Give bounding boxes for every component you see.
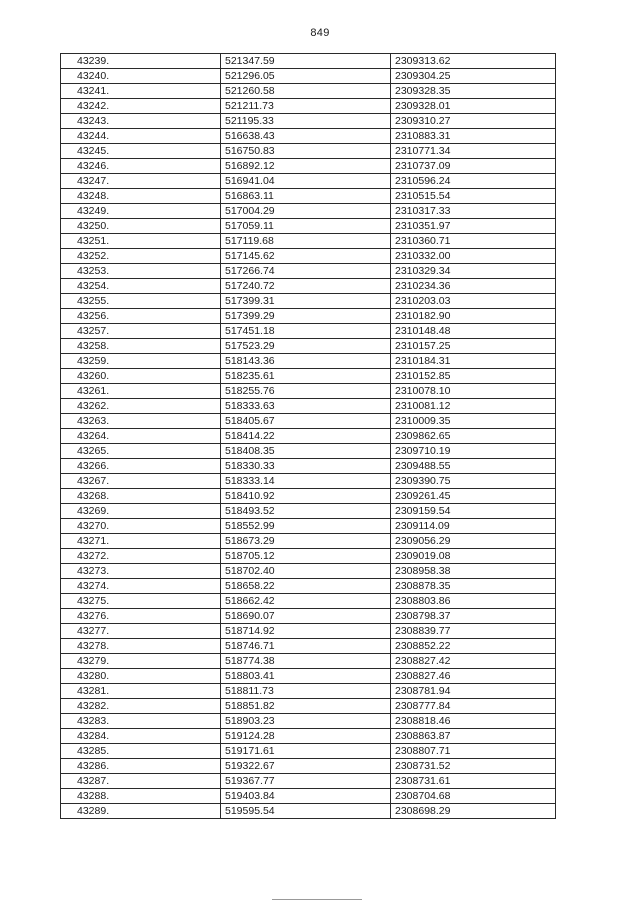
table-row bbox=[61, 369, 556, 384]
x-coordinate-cell: 516892.12 bbox=[221, 159, 391, 174]
x-coordinate-cell: 519124.28 bbox=[221, 729, 391, 744]
table-row bbox=[61, 234, 556, 249]
table-row bbox=[61, 579, 556, 594]
point-number-cell: 43244. bbox=[61, 129, 221, 144]
point-number-cell: 43280. bbox=[61, 669, 221, 684]
x-coordinate-cell: 518714.92 bbox=[221, 624, 391, 639]
y-coordinate-cell: 2308781.94 bbox=[391, 684, 556, 699]
point-number-cell: 43261. bbox=[61, 384, 221, 399]
y-coordinate-cell: 2308827.42 bbox=[391, 654, 556, 669]
point-number-cell: 43289. bbox=[61, 804, 221, 819]
x-coordinate-cell: 518746.71 bbox=[221, 639, 391, 654]
point-number-cell: 43273. bbox=[61, 564, 221, 579]
x-coordinate-cell: 516863.11 bbox=[221, 189, 391, 204]
y-coordinate-cell: 2309261.45 bbox=[391, 489, 556, 504]
table-row bbox=[61, 174, 556, 189]
x-coordinate-cell: 519403.84 bbox=[221, 789, 391, 804]
y-coordinate-cell: 2310737.09 bbox=[391, 159, 556, 174]
x-coordinate-cell: 517399.31 bbox=[221, 294, 391, 309]
point-number-cell: 43277. bbox=[61, 624, 221, 639]
y-coordinate-cell: 2309304.25 bbox=[391, 69, 556, 84]
x-coordinate-cell: 518414.22 bbox=[221, 429, 391, 444]
x-coordinate-cell: 518408.35 bbox=[221, 444, 391, 459]
table-row bbox=[61, 564, 556, 579]
point-number-cell: 43250. bbox=[61, 219, 221, 234]
table-row bbox=[61, 249, 556, 264]
point-number-cell: 43251. bbox=[61, 234, 221, 249]
y-coordinate-cell: 2310883.31 bbox=[391, 129, 556, 144]
x-coordinate-cell: 521211.73 bbox=[221, 99, 391, 114]
table-row bbox=[61, 189, 556, 204]
x-coordinate-cell: 517266.74 bbox=[221, 264, 391, 279]
table-row bbox=[61, 279, 556, 294]
table-row bbox=[61, 699, 556, 714]
point-number-cell: 43283. bbox=[61, 714, 221, 729]
table-row bbox=[61, 609, 556, 624]
point-number-cell: 43285. bbox=[61, 744, 221, 759]
y-coordinate-cell: 2308807.71 bbox=[391, 744, 556, 759]
x-coordinate-cell: 518705.12 bbox=[221, 549, 391, 564]
table-row bbox=[61, 99, 556, 114]
table-row bbox=[61, 519, 556, 534]
point-number-cell: 43276. bbox=[61, 609, 221, 624]
y-coordinate-cell: 2308818.46 bbox=[391, 714, 556, 729]
table-row bbox=[61, 759, 556, 774]
x-coordinate-cell: 518405.67 bbox=[221, 414, 391, 429]
table-body bbox=[61, 54, 556, 819]
y-coordinate-cell: 2308958.38 bbox=[391, 564, 556, 579]
y-coordinate-cell: 2310148.48 bbox=[391, 324, 556, 339]
point-number-cell: 43248. bbox=[61, 189, 221, 204]
x-coordinate-cell: 518662.42 bbox=[221, 594, 391, 609]
table-row bbox=[61, 159, 556, 174]
x-coordinate-cell: 518774.38 bbox=[221, 654, 391, 669]
point-number-cell: 43263. bbox=[61, 414, 221, 429]
table-row bbox=[61, 669, 556, 684]
point-number-cell: 43241. bbox=[61, 84, 221, 99]
y-coordinate-cell: 2308863.87 bbox=[391, 729, 556, 744]
x-coordinate-cell: 517119.68 bbox=[221, 234, 391, 249]
y-coordinate-cell: 2308798.37 bbox=[391, 609, 556, 624]
y-coordinate-cell: 2310203.03 bbox=[391, 294, 556, 309]
y-coordinate-cell: 2308698.29 bbox=[391, 804, 556, 819]
point-number-cell: 43242. bbox=[61, 99, 221, 114]
x-coordinate-cell: 518410.92 bbox=[221, 489, 391, 504]
table-row bbox=[61, 594, 556, 609]
point-number-cell: 43272. bbox=[61, 549, 221, 564]
x-coordinate-cell: 517399.29 bbox=[221, 309, 391, 324]
y-coordinate-cell: 2310078.10 bbox=[391, 384, 556, 399]
table-row bbox=[61, 219, 556, 234]
point-number-cell: 43284. bbox=[61, 729, 221, 744]
table-row bbox=[61, 204, 556, 219]
x-coordinate-cell: 518702.40 bbox=[221, 564, 391, 579]
point-number-cell: 43270. bbox=[61, 519, 221, 534]
point-number-cell: 43240. bbox=[61, 69, 221, 84]
x-coordinate-cell: 516941.04 bbox=[221, 174, 391, 189]
point-number-cell: 43275. bbox=[61, 594, 221, 609]
y-coordinate-cell: 2308852.22 bbox=[391, 639, 556, 654]
table-row bbox=[61, 804, 556, 819]
x-coordinate-cell: 521195.33 bbox=[221, 114, 391, 129]
table-row bbox=[61, 624, 556, 639]
y-coordinate-cell: 2309019.08 bbox=[391, 549, 556, 564]
table-row bbox=[61, 639, 556, 654]
x-coordinate-cell: 516750.83 bbox=[221, 144, 391, 159]
table-row bbox=[61, 129, 556, 144]
point-number-cell: 43269. bbox=[61, 504, 221, 519]
point-number-cell: 43282. bbox=[61, 699, 221, 714]
point-number-cell: 43243. bbox=[61, 114, 221, 129]
x-coordinate-cell: 518658.22 bbox=[221, 579, 391, 594]
y-coordinate-cell: 2310152.85 bbox=[391, 369, 556, 384]
x-coordinate-cell: 516638.43 bbox=[221, 129, 391, 144]
y-coordinate-cell: 2310596.24 bbox=[391, 174, 556, 189]
x-coordinate-cell: 518235.61 bbox=[221, 369, 391, 384]
y-coordinate-cell: 2310515.54 bbox=[391, 189, 556, 204]
table-row bbox=[61, 729, 556, 744]
table-row bbox=[61, 69, 556, 84]
point-number-cell: 43252. bbox=[61, 249, 221, 264]
table-row bbox=[61, 474, 556, 489]
point-number-cell: 43268. bbox=[61, 489, 221, 504]
x-coordinate-cell: 521347.59 bbox=[221, 54, 391, 69]
x-coordinate-cell: 517451.18 bbox=[221, 324, 391, 339]
point-number-cell: 43257. bbox=[61, 324, 221, 339]
y-coordinate-cell: 2310360.71 bbox=[391, 234, 556, 249]
x-coordinate-cell: 517523.29 bbox=[221, 339, 391, 354]
y-coordinate-cell: 2310317.33 bbox=[391, 204, 556, 219]
coordinate-table bbox=[60, 53, 556, 819]
table-row bbox=[61, 264, 556, 279]
point-number-cell: 43262. bbox=[61, 399, 221, 414]
y-coordinate-cell: 2309710.19 bbox=[391, 444, 556, 459]
table-row bbox=[61, 384, 556, 399]
x-coordinate-cell: 518255.76 bbox=[221, 384, 391, 399]
point-number-cell: 43258. bbox=[61, 339, 221, 354]
table-row bbox=[61, 339, 556, 354]
x-coordinate-cell: 521296.05 bbox=[221, 69, 391, 84]
y-coordinate-cell: 2310009.35 bbox=[391, 414, 556, 429]
x-coordinate-cell: 518493.52 bbox=[221, 504, 391, 519]
point-number-cell: 43260. bbox=[61, 369, 221, 384]
y-coordinate-cell: 2309159.54 bbox=[391, 504, 556, 519]
y-coordinate-cell: 2308827.46 bbox=[391, 669, 556, 684]
x-coordinate-cell: 519595.54 bbox=[221, 804, 391, 819]
point-number-cell: 43279. bbox=[61, 654, 221, 669]
y-coordinate-cell: 2309328.35 bbox=[391, 84, 556, 99]
table-row bbox=[61, 114, 556, 129]
table-row bbox=[61, 324, 556, 339]
table-row bbox=[61, 774, 556, 789]
y-coordinate-cell: 2310351.97 bbox=[391, 219, 556, 234]
table-row bbox=[61, 444, 556, 459]
y-coordinate-cell: 2309328.01 bbox=[391, 99, 556, 114]
y-coordinate-cell: 2310182.90 bbox=[391, 309, 556, 324]
x-coordinate-cell: 518330.33 bbox=[221, 459, 391, 474]
x-coordinate-cell: 519171.61 bbox=[221, 744, 391, 759]
x-coordinate-cell: 518673.29 bbox=[221, 534, 391, 549]
table-row bbox=[61, 654, 556, 669]
x-coordinate-cell: 517240.72 bbox=[221, 279, 391, 294]
x-coordinate-cell: 518690.07 bbox=[221, 609, 391, 624]
y-coordinate-cell: 2308839.77 bbox=[391, 624, 556, 639]
point-number-cell: 43249. bbox=[61, 204, 221, 219]
y-coordinate-cell: 2309390.75 bbox=[391, 474, 556, 489]
table-row bbox=[61, 354, 556, 369]
x-coordinate-cell: 519322.67 bbox=[221, 759, 391, 774]
x-coordinate-cell: 517004.29 bbox=[221, 204, 391, 219]
y-coordinate-cell: 2310157.25 bbox=[391, 339, 556, 354]
table-row bbox=[61, 414, 556, 429]
table-row bbox=[61, 684, 556, 699]
table-row bbox=[61, 399, 556, 414]
table-row bbox=[61, 744, 556, 759]
table-row bbox=[61, 504, 556, 519]
x-coordinate-cell: 518803.41 bbox=[221, 669, 391, 684]
point-number-cell: 43256. bbox=[61, 309, 221, 324]
y-coordinate-cell: 2308731.61 bbox=[391, 774, 556, 789]
x-coordinate-cell: 518143.36 bbox=[221, 354, 391, 369]
x-coordinate-cell: 517145.62 bbox=[221, 249, 391, 264]
y-coordinate-cell: 2310234.36 bbox=[391, 279, 556, 294]
point-number-cell: 43278. bbox=[61, 639, 221, 654]
x-coordinate-cell: 518811.73 bbox=[221, 684, 391, 699]
table-row bbox=[61, 489, 556, 504]
table-row bbox=[61, 294, 556, 309]
point-number-cell: 43286. bbox=[61, 759, 221, 774]
y-coordinate-cell: 2309862.65 bbox=[391, 429, 556, 444]
table-row bbox=[61, 789, 556, 804]
x-coordinate-cell: 519367.77 bbox=[221, 774, 391, 789]
point-number-cell: 43287. bbox=[61, 774, 221, 789]
table-row bbox=[61, 459, 556, 474]
y-coordinate-cell: 2308731.52 bbox=[391, 759, 556, 774]
table-row bbox=[61, 54, 556, 69]
x-coordinate-cell: 518333.14 bbox=[221, 474, 391, 489]
table-row bbox=[61, 309, 556, 324]
x-coordinate-cell: 518903.23 bbox=[221, 714, 391, 729]
point-number-cell: 43254. bbox=[61, 279, 221, 294]
point-number-cell: 43274. bbox=[61, 579, 221, 594]
point-number-cell: 43267. bbox=[61, 474, 221, 489]
table-row bbox=[61, 429, 556, 444]
point-number-cell: 43247. bbox=[61, 174, 221, 189]
point-number-cell: 43246. bbox=[61, 159, 221, 174]
x-coordinate-cell: 518333.63 bbox=[221, 399, 391, 414]
point-number-cell: 43239. bbox=[61, 54, 221, 69]
y-coordinate-cell: 2309488.55 bbox=[391, 459, 556, 474]
y-coordinate-cell: 2309056.29 bbox=[391, 534, 556, 549]
y-coordinate-cell: 2308704.68 bbox=[391, 789, 556, 804]
point-number-cell: 43255. bbox=[61, 294, 221, 309]
table-row bbox=[61, 549, 556, 564]
table-row bbox=[61, 534, 556, 549]
y-coordinate-cell: 2310332.00 bbox=[391, 249, 556, 264]
point-number-cell: 43245. bbox=[61, 144, 221, 159]
y-coordinate-cell: 2308777.84 bbox=[391, 699, 556, 714]
y-coordinate-cell: 2308878.35 bbox=[391, 579, 556, 594]
y-coordinate-cell: 2310771.34 bbox=[391, 144, 556, 159]
point-number-cell: 43288. bbox=[61, 789, 221, 804]
y-coordinate-cell: 2310081.12 bbox=[391, 399, 556, 414]
y-coordinate-cell: 2309313.62 bbox=[391, 54, 556, 69]
x-coordinate-cell: 518552.99 bbox=[221, 519, 391, 534]
y-coordinate-cell: 2309114.09 bbox=[391, 519, 556, 534]
table-row bbox=[61, 714, 556, 729]
y-coordinate-cell: 2309310.27 bbox=[391, 114, 556, 129]
point-number-cell: 43264. bbox=[61, 429, 221, 444]
x-coordinate-cell: 521260.58 bbox=[221, 84, 391, 99]
page-number: 849 bbox=[310, 27, 330, 39]
footer-rule bbox=[272, 899, 362, 900]
x-coordinate-cell: 518851.82 bbox=[221, 699, 391, 714]
point-number-cell: 43265. bbox=[61, 444, 221, 459]
y-coordinate-cell: 2308803.86 bbox=[391, 594, 556, 609]
point-number-cell: 43266. bbox=[61, 459, 221, 474]
y-coordinate-cell: 2310184.31 bbox=[391, 354, 556, 369]
point-number-cell: 43253. bbox=[61, 264, 221, 279]
table-row bbox=[61, 84, 556, 99]
point-number-cell: 43259. bbox=[61, 354, 221, 369]
point-number-cell: 43281. bbox=[61, 684, 221, 699]
point-number-cell: 43271. bbox=[61, 534, 221, 549]
x-coordinate-cell: 517059.11 bbox=[221, 219, 391, 234]
y-coordinate-cell: 2310329.34 bbox=[391, 264, 556, 279]
table-row bbox=[61, 144, 556, 159]
